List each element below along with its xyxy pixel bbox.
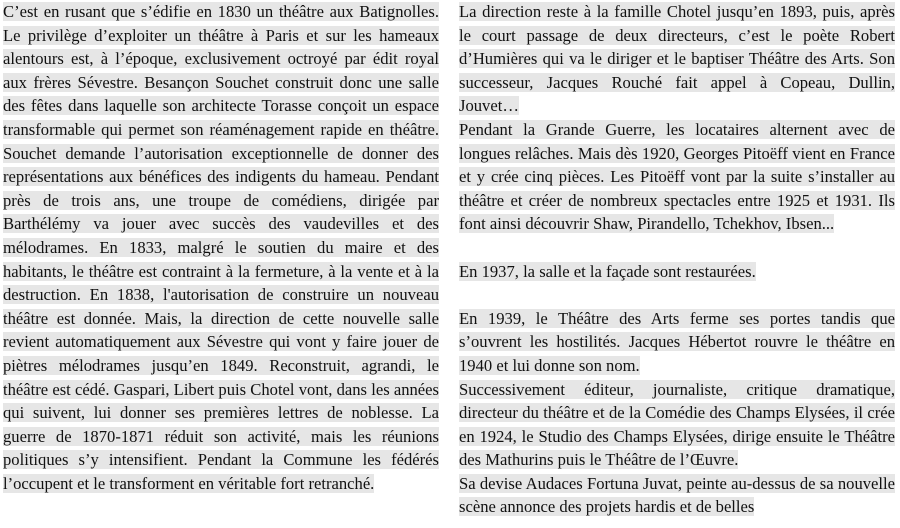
paragraph-spacer xyxy=(459,236,895,260)
paragraph-text: Successivement éditeur, journaliste, critique dramatique, directeur du théâtre et de la Comédie des Champs Elysées, il crée en 1924, le Studio des Champs Elysées, dirige ensuite le Théâtre des Mathurins puis le Théâtre de l’Œuvre. xyxy=(459,379,895,470)
paragraph-text: La direction reste à la famille Chotel jusqu’en 1893, puis, après le court passage de deux directeurs, c’est le poète Robert d’Humières qui va le diriger et le baptiser Théâtre des Arts. Son successeur, Jacques Rouché fait appel à Copeau, Dullin, Jouvet… xyxy=(459,2,895,116)
paragraph-text: En 1939, le Théâtre des Arts ferme ses portes tandis que s’ouvrent les hostilités. Jacques Hébertot rouvre le théâtre en 1940 et lui donne son nom. xyxy=(459,308,895,375)
paragraph-hebertot-career xyxy=(459,378,895,472)
paragraph-spacer xyxy=(459,283,895,307)
paragraph-hebertot-1939 xyxy=(459,307,895,378)
paragraph-chotel-direction xyxy=(459,0,895,118)
paragraph-text: En 1937, la salle et la façade sont restaurées. xyxy=(459,261,756,281)
paragraph-great-war xyxy=(459,118,895,236)
right-column xyxy=(459,0,895,519)
paragraph-motto xyxy=(459,472,895,519)
paragraph-history-1830 xyxy=(3,0,439,495)
paragraph-text: C’est en rusant que s’édifie en 1830 un théâtre aux Batignolles. Le privilège d’exploiter un théâtre à Paris et sur les hameaux alentours est, à l’époque, exclusivement octroyé par édit royal aux frères Sévestre. Besançon Souchet construit donc une salle des fêtes dans laquelle son architecte Torasse conçoit un espace transformable qui permet son réaménagement rapide en théâtre. Souchet demande l’autorisation exceptionnelle de donner des représentations aux bénéfices des indigents du hameau. Pendant près de trois ans, une troupe de comédiens, dirigée par Barthélémy va jouer avec succès des vaudevilles et des mélodrames. En 1833, malgré le soutien du maire et des habitants, le théâtre est contraint à la fermeture, à la vente et à la destruction. En 1838, l'autorisation de construire un nouveau théâtre est donnée. Mais, la direction de cette nouvelle salle revient automatiquement aux Sévestre qui vont y faire jouer de piètres mélodrames jusqu’en 1849. Reconstruit, agrandi, le théâtre est cédé. Gaspari, Libert puis Chotel vont, dans les années qui suivent, lui donner ses premières lettres de noblesse. La guerre de 1870-1871 réduit son activité, mais les réunions politiques s’y intensifient. Pendant la Commune les fédérés l’occupent et le transforment en véritable fort retranché. xyxy=(3,2,439,493)
paragraph-restoration-1937 xyxy=(459,260,895,284)
paragraph-text: Sa devise Audaces Fortuna Juvat, peinte au-dessus de sa nouvelle scène annonce des projets hardis et de belles xyxy=(459,473,895,517)
left-column xyxy=(3,0,439,495)
paragraph-text: Pendant la Grande Guerre, les locataires alternent avec de longues relâches. Mais dès 1920, Georges Pitoëff vient en France et y crée cinq pièces. Les Pitoëff vont par la suite s’installer au théâtre et créer de nombreux spectacles entre 1925 et 1931. Ils font ainsi découvrir Shaw, Pirandello, Tchekhov, Ibsen... xyxy=(459,119,895,234)
